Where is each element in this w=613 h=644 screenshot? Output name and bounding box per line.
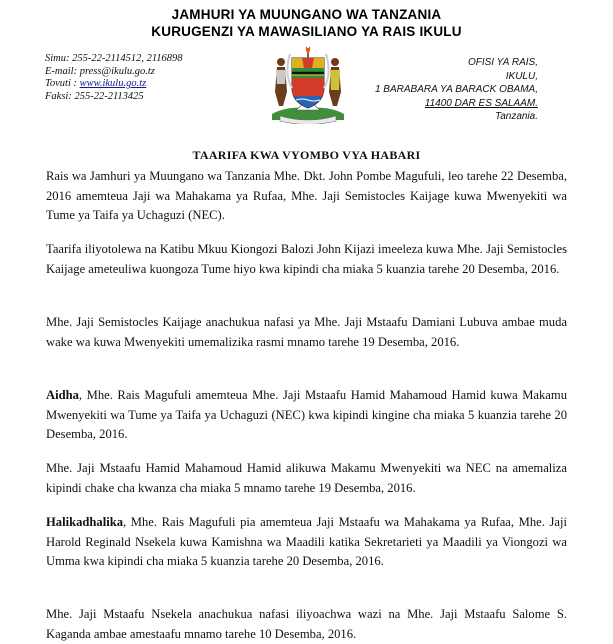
address-line-2: IKULU, (505, 70, 538, 82)
document-heading: TAARIFA KWA VYOMBO VYA HABARI (192, 148, 421, 162)
paragraph-4-text: , Mhe. Rais Magufuli amemteua Mhe. Jaji Mstaafu Hamid Mahamoud Hamid kuwa Makamu Mwenyekiti wa Tume ya Taifa ya Uchaguzi (NEC) kwa kipindi kingine cha miaka 5 kuanzia tarehe 20 Desemba, 2016. (46, 388, 567, 442)
address-line-5: Tanzania. (495, 111, 538, 122)
paragraph-6-lead: Halikadhalika (46, 515, 123, 529)
website-label: Tovuti : (45, 78, 80, 89)
paragraph-3: Mhe. Jaji Semistocles Kaijage anachukua nafasi ya Mhe. Jaji Mstaafu Damiani Lubuva ambae muda wake wa kuwa Mwenyekiti umemalizika rasmi mnamo tarehe 19 Desemba, 2016. (46, 315, 567, 349)
paragraph-7: Mhe. Jaji Mstaafu Nsekela anachukua nafasi iliyoachwa wazi na Mhe. Jaji Mstaafu Salome S. Kaganda ambae amestaafu mnamo tarehe 10 Desemba, 2016. (46, 607, 567, 641)
paragraph-2: Taarifa iliyotolewa na Katibu Mkuu Kiongozi Balozi John Kijazi imeeleza kuwa Mhe. Jaji Semistocles Kaijage ameteuliwa kuongoza Tume hiyo kwa kipindi cha miaka 5 kuanzia tarehe 20 Desemba, 2016. (46, 242, 567, 276)
contact-block (45, 53, 183, 103)
paragraph-5: Mhe. Jaji Mstaafu Hamid Mahamoud Hamid alikuwa Makamu Mwenyekiti wa NEC na amemaliza kipindi chake cha kwanza cha miaka 5 mnamo tarehe 19 Desemba, 2016. (46, 461, 567, 495)
email-link[interactable]: press@ikulu.go.tz (79, 65, 155, 77)
tanzania-coat-of-arms-icon (266, 44, 350, 124)
address-line-4: 11400 DAR ES SALAAM. (424, 97, 538, 109)
fax-line: Faksi: 255-22-2113425 (45, 90, 144, 102)
address-block (375, 56, 538, 124)
email-line (45, 66, 183, 79)
email-label: E-mail: (45, 65, 80, 77)
paragraph-1: Rais wa Jamhuri ya Muungano wa Tanzania Mhe. Dkt. John Pombe Magufuli, leo tarehe 22 Desemba, 2016 amemteua Jaji wa Mahakama ya Rufaa, Mhe. Jaji Semistocles Kaijage kuwa Mwenyekiti wa Tume ya Taifa ya Uchaguzi (NEC). (46, 169, 567, 223)
paragraph-6-text: , Mhe. Rais Magufuli pia amemteua Jaji Mstaafu wa Mahakama ya Rufaa, Mhe. Jaji Harold Reginald Nsekela kuwa Kamishna wa Maadili katika Sekretarieti ya Maadili ya Viongozi wa Umma kwa kipindi cha miaka 5 kuanzia tarehe 20 Desemba, 2016. (46, 515, 567, 569)
address-line-3: 1 BARABARA YA BARACK OBAMA, (374, 84, 538, 95)
paragraph-4-lead: Aidha (46, 388, 79, 402)
address-line-1: OFISI YA RAIS, (467, 57, 538, 68)
header-line-1: JAMHURI YA MUUNGANO WA TANZANIA (171, 7, 442, 22)
website-link[interactable]: www.ikulu.go.tz (79, 78, 147, 89)
paragraph-4 (46, 386, 567, 445)
website-line (45, 78, 183, 91)
phone-line: Simu: 255-22-2114512, 2116898 (45, 53, 183, 64)
header-line-2: KURUGENZI YA MAWASILIANO YA RAIS IKULU (151, 24, 462, 39)
paragraph-6 (46, 513, 567, 572)
